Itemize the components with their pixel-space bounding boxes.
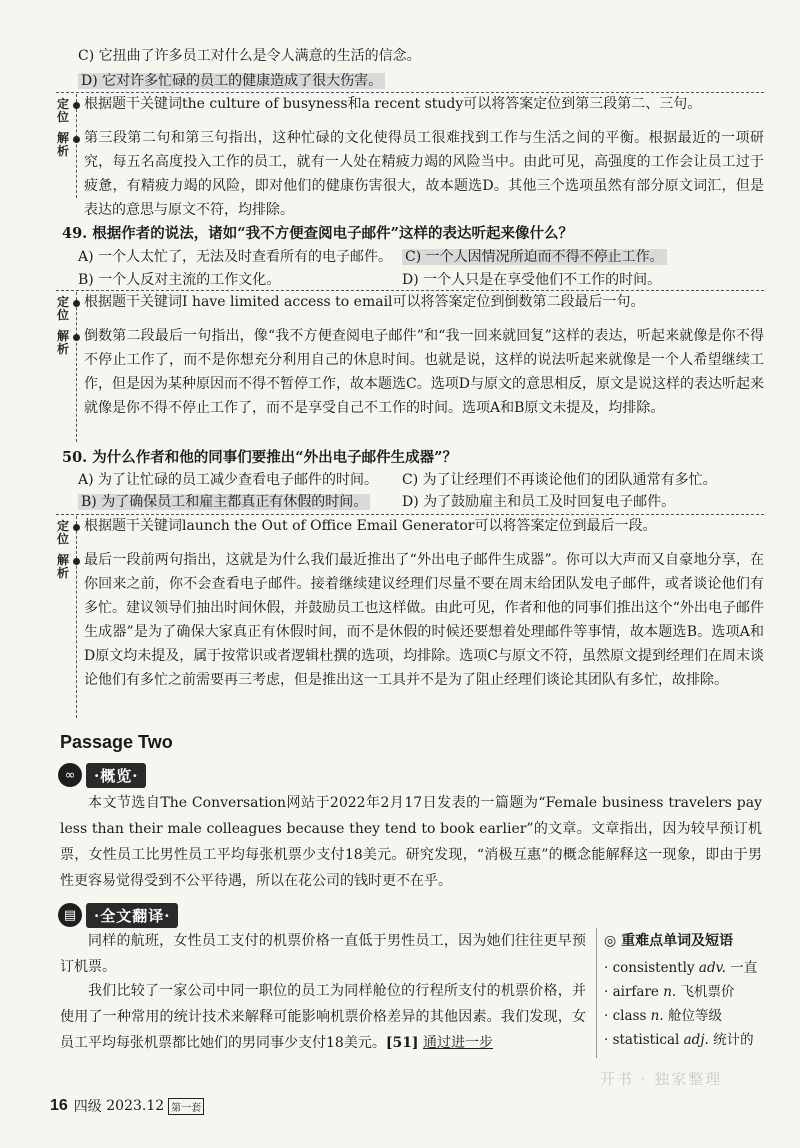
translation-paragraph-1: 同样的航班，女性员工支付的机票价格一直低于男性员工，因为她们往往更早预订机票。 bbox=[60, 933, 586, 975]
bullet-dot bbox=[73, 558, 80, 565]
passage-title: Passage Two bbox=[60, 732, 173, 752]
q48-locate-text: 根据题干关键词the culture of busyness和a recent study可以将答案定位到第三段第二、三句。 bbox=[84, 96, 702, 112]
vocab-divider bbox=[596, 928, 597, 1058]
q49-option-a: A) 一个人太忙了，无法及时查看所有的电子邮件。 bbox=[78, 249, 393, 265]
translation-paragraph-2-text: 我们比较了一家公司中同一职位的员工为同样舱位的行程所支付的机票价格，并使用了一种常用的统计技术来解释可能影响机票价格差异的其他因素。我们发现，女员工平均每张机票都比她们的男同事少支付18美元。 bbox=[60, 983, 586, 1051]
q49-question: 49. 根据作者的说法，诸如“我不方便查阅电子邮件”这样的表达听起来像什么？ bbox=[62, 225, 573, 242]
translation-badge-label: ·全文翻译· bbox=[86, 903, 178, 928]
q48-option-d bbox=[78, 71, 385, 91]
analysis-label: 解析 bbox=[56, 131, 69, 158]
q49-option-c bbox=[402, 247, 667, 267]
page-number: 16 bbox=[50, 1097, 68, 1114]
vocab-item bbox=[604, 956, 757, 976]
vocab-title bbox=[604, 930, 733, 950]
chat-bubble-icon: ▤ bbox=[58, 903, 82, 927]
vocab-pos: adj. bbox=[683, 1032, 709, 1048]
q48-option-c: C) 它扭曲了许多员工对什么是令人满意的生活的信念。 bbox=[78, 48, 421, 64]
vocab-meaning: 飞机票价 bbox=[680, 984, 735, 1000]
vocab-pos: n. bbox=[663, 984, 677, 1000]
translation-badge bbox=[58, 902, 178, 928]
q50-option-c: C) 为了让经理们不再谈论他们的团队通常有多忙。 bbox=[402, 472, 717, 488]
vocab-pos: n. bbox=[650, 1008, 664, 1024]
locate-label: 定位 bbox=[56, 295, 69, 322]
footer-set: 第一套 bbox=[168, 1098, 204, 1115]
vocab-meaning: 一直 bbox=[730, 960, 758, 976]
q50-question: 50. 为什么作者和他的同事们要推出“外出电子邮件生成器”？ bbox=[62, 449, 457, 466]
page-footer bbox=[50, 1096, 204, 1116]
q49-analysis-text: 倒数第二段最后一句指出，像“我不方便查阅电子邮件”和“我一回来就回复”这样的表达，听起来就像是你不得不停止工作了，而不是你想充分利用自己的休息时间。也就是说，这样的说法听起来就像是一个人希望继续工作，但是因为某种原因而不得不暂停工作，故本题选C。选项D与原文的意思相反，原文是说这样的表达听起来就像是你不得不停止工作了，而不是享受自己不工作的时间。选项A和B原文未提及，均排除。 bbox=[84, 328, 764, 416]
vocab-word: · consistently bbox=[604, 960, 695, 976]
bullet-dot bbox=[73, 300, 80, 307]
analysis-label: 解析 bbox=[56, 329, 69, 356]
q50-explanation-block bbox=[56, 514, 764, 718]
q49-option-d: D) 一个人只是在享受他们不工作的时间。 bbox=[402, 272, 662, 288]
bullet-dot bbox=[73, 136, 80, 143]
overview-badge-label: ·概览· bbox=[86, 763, 146, 788]
q50-option-d: D) 为了鼓励雇主和员工及时回复电子邮件。 bbox=[402, 494, 676, 510]
overview-badge bbox=[58, 762, 146, 788]
q49-option-b: B) 一个人反对主流的工作文化。 bbox=[78, 272, 281, 288]
locate-label: 定位 bbox=[56, 97, 69, 124]
vocab-title-text: 重难点单词及短语 bbox=[621, 933, 734, 949]
bullet-dot bbox=[73, 524, 80, 531]
footer-date: 2023.12 bbox=[106, 1098, 165, 1114]
vocab-meaning: 舱位等级 bbox=[667, 1008, 722, 1024]
vocab-word: · statistical bbox=[604, 1032, 680, 1048]
q48-answer-highlight: D) 它对许多忙碌的员工的健康造成了很大伤害。 bbox=[78, 73, 385, 89]
translation-paragraph-2 bbox=[60, 978, 586, 1056]
q49-explanation-block bbox=[56, 290, 764, 442]
footer-level: 四级 bbox=[73, 1099, 102, 1115]
q48-explanation-block bbox=[56, 92, 764, 218]
q50-option-a: A) 为了让忙碌的员工减少查看电子邮件的时间。 bbox=[78, 472, 379, 488]
q49-answer-highlight: C) 一个人因情况所迫而不得不停止工作。 bbox=[402, 249, 667, 265]
target-icon: ◎ bbox=[604, 933, 617, 949]
underlined-phrase: 通过进一步 bbox=[423, 1035, 494, 1051]
glasses-icon: ∞ bbox=[58, 763, 82, 787]
vocab-word: · class bbox=[604, 1008, 647, 1024]
question-marker: [51] bbox=[385, 1035, 419, 1051]
q50-answer-highlight: B) 为了确保员工和雇主都真正有休假的时间。 bbox=[78, 494, 370, 510]
q50-option-b bbox=[78, 492, 370, 512]
q49-locate-text: 根据题干关键词I have limited access to email可以将答案定位到倒数第二段最后一句。 bbox=[84, 294, 645, 310]
vocab-item bbox=[604, 1004, 722, 1024]
vocab-item bbox=[604, 980, 734, 1000]
vocab-item bbox=[604, 1028, 754, 1048]
overview-text: 本文节选自The Conversation网站于2022年2月17日发表的一篇题为“Female business travelers pay less than their male colleagues because they tend to book earlier”的文章。文章指出，因为较早预订机票，女性员工比男性员工平均每张机票少支付18美元。研究发现，“消极互惠”的概念能解释这一现象，即由于男性更容易觉得受到不公平待遇，所以在花公司的钱时更不在乎。 bbox=[60, 795, 762, 889]
bullet-dot bbox=[73, 102, 80, 109]
vocab-meaning: 统计的 bbox=[713, 1032, 754, 1048]
locate-label: 定位 bbox=[56, 519, 69, 546]
q50-locate-text: 根据题干关键词launch the Out of Office Email Generator可以将答案定位到最后一段。 bbox=[84, 518, 657, 534]
vocab-pos: adv. bbox=[698, 960, 726, 976]
bullet-dot bbox=[73, 334, 80, 341]
vocab-word: · airfare bbox=[604, 984, 659, 1000]
analysis-label: 解析 bbox=[56, 553, 69, 580]
q50-analysis-text: 最后一段前两句指出，这就是为什么我们最近推出了“外出电子邮件生成器”。你可以大声而又自豪地分享，在你回来之前，你不会查看电子邮件。接着继续建议经理们尽量不要在周末给团队发电子邮件，或者谈论他们有多忙。建议领导们抽出时间休假，并鼓励员工也这样做。由此可见，作者和他的同事们推出这个“外出电子邮件生成器”是为了确保大家真正有休假时间，而不是休假的时候还要想着处理邮件等事情，故本题选B。选项A和D原文均未提及，属于按常识或者逻辑杜撰的选项，均排除。选项C与原文不符，虽然原文提到经理们在周末谈论他们有多忙之前需要再三考虑，但是推出这一工具并不是为了阻止经理们谈论其团队有多忙，故排除。 bbox=[84, 552, 764, 688]
watermark: 开书 · 独家整理 bbox=[600, 1070, 723, 1088]
q48-analysis-text: 第三段第二句和第三句指出，这种忙碌的文化使得员工很难找到工作与生活之间的平衡。根据最近的一项研究，每五名高度投入工作的员工，就有一人处在精疲力竭的风险当中。由此可见，高强度的工作会让员工过于疲惫，有精疲力竭的风险，即对他们的健康伤害很大，故本题选D。其他三个选项虽然有部分原文词汇，但是表达的意思与原文不符，均排除。 bbox=[84, 130, 764, 218]
